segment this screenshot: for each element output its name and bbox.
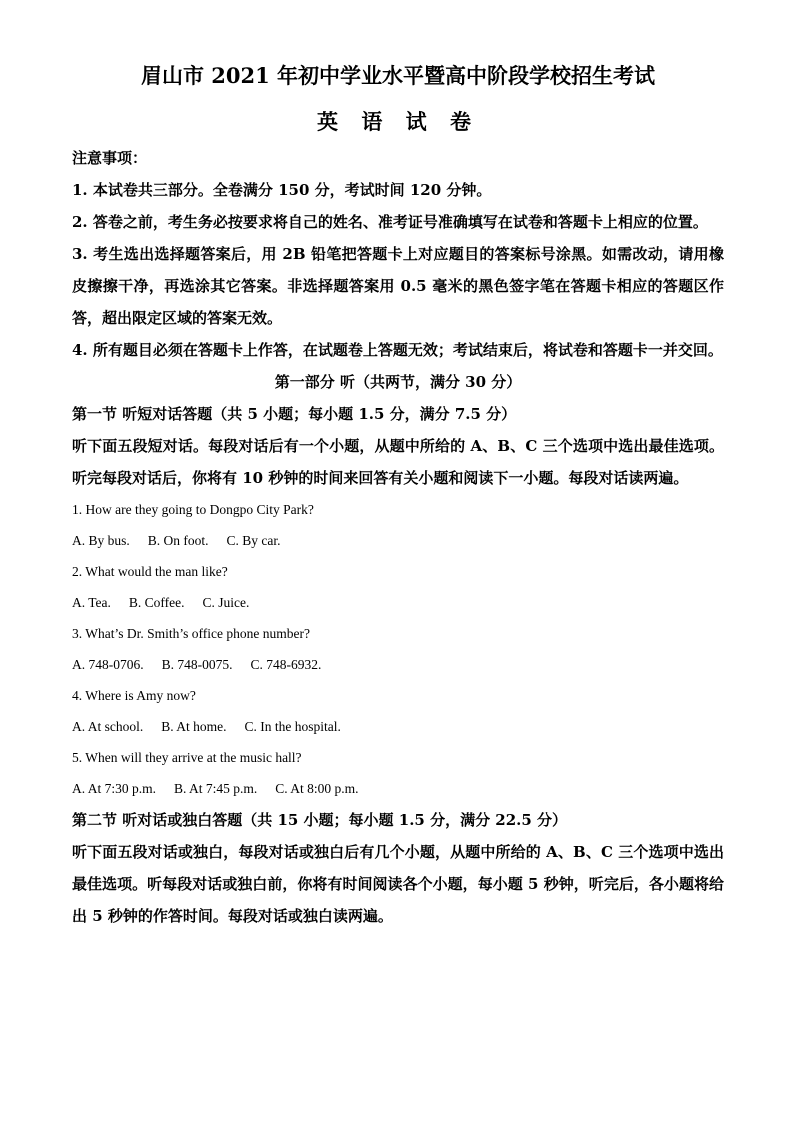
question-stem: 4. Where is Amy now?: [72, 688, 196, 703]
option-a: A. 748-0706.: [72, 657, 144, 672]
option-b: B. At home.: [161, 719, 227, 734]
exam-subtitle: 英 语 试 卷: [317, 109, 479, 134]
option-a: A. At school.: [72, 719, 144, 734]
question-stem: 2. What would the man like?: [72, 564, 228, 579]
option-c: C. 748-6932.: [250, 657, 322, 672]
section1-instructions: 听下面五段短对话。每段对话后有一个小题，从题中所给的 A、B、C 三个选项中选出最佳选项。听完每段对话后，你将有 10 秒钟的时间来回答有关小题和阅读下一小题。每段对话读两遍。: [72, 437, 724, 487]
notice-item: 1. 本试卷共三部分。全卷满分 150 分，考试时间 120 分钟。: [72, 181, 492, 199]
notice-item: 3. 考生选出选择题答案后，用 2B 铅笔把答题卡上对应题目的答案标号涂黑。如需改动，请用橡皮擦擦干净，再选涂其它答案。非选择题答案用 0.5 毫米的黑色签字笔在答题卡相应的答题区作答，超出限定区域的答案无效。: [72, 245, 724, 327]
section1-heading: 第一节 听短对话答题（共 5 小题；每小题 1.5 分，满分 7.5 分）: [72, 405, 517, 423]
option-b: B. Coffee.: [128, 595, 185, 610]
question-stem: 3. What’s Dr. Smith’s office phone number?: [72, 626, 310, 641]
option-a: A. By bus.: [72, 533, 130, 548]
option-c: C. Juice.: [202, 595, 250, 610]
part1-heading: 第一部分 听（共两节，满分 30 分）: [274, 373, 522, 391]
option-a: A. At 7:30 p.m.: [72, 781, 157, 796]
exam-title: 眉山市 2021 年初中学业水平暨高中阶段学校招生考试: [140, 63, 656, 88]
notice-item: 2. 答卷之前，考生务必按要求将自己的姓名、准考证号准确填写在试卷和答题卡上相应的位置。: [72, 213, 708, 231]
question-options: [72, 773, 724, 804]
exam-page: [72, 62, 724, 932]
option-c: C. In the hospital.: [244, 719, 341, 734]
question-options: [72, 649, 724, 680]
question-stem: 1. How are they going to Dongpo City Park?: [72, 502, 314, 517]
option-a: A. Tea.: [72, 595, 111, 610]
question-options: [72, 525, 724, 556]
section2-heading: 第二节 听对话或独白答题（共 15 小题；每小题 1.5 分，满分 22.5 分）: [72, 811, 568, 829]
option-c: C. By car.: [226, 533, 281, 548]
option-b: B. At 7:45 p.m.: [174, 781, 258, 796]
option-c: C. At 8:00 p.m.: [275, 781, 359, 796]
option-b: B. On foot.: [147, 533, 209, 548]
option-b: B. 748-0075.: [161, 657, 233, 672]
notice-item: 4. 所有题目必须在答题卡上作答，在试题卷上答题无效；考试结束后，将试卷和答题卡一并交回。: [72, 341, 723, 359]
question-options: [72, 711, 724, 742]
question-options: [72, 587, 724, 618]
question-stem: 5. When will they arrive at the music hall?: [72, 750, 302, 765]
notice-heading: 注意事项：: [72, 149, 148, 167]
section2-instructions: 听下面五段对话或独白，每段对话或独白后有几个小题，从题中所给的 A、B、C 三个选项中选出最佳选项。听每段对话或独白前，你将有时间阅读各个小题，每小题 5 秒钟，听完后，各小题将给出 5 秒钟的作答时间。每段对话或独白读两遍。: [72, 843, 724, 925]
